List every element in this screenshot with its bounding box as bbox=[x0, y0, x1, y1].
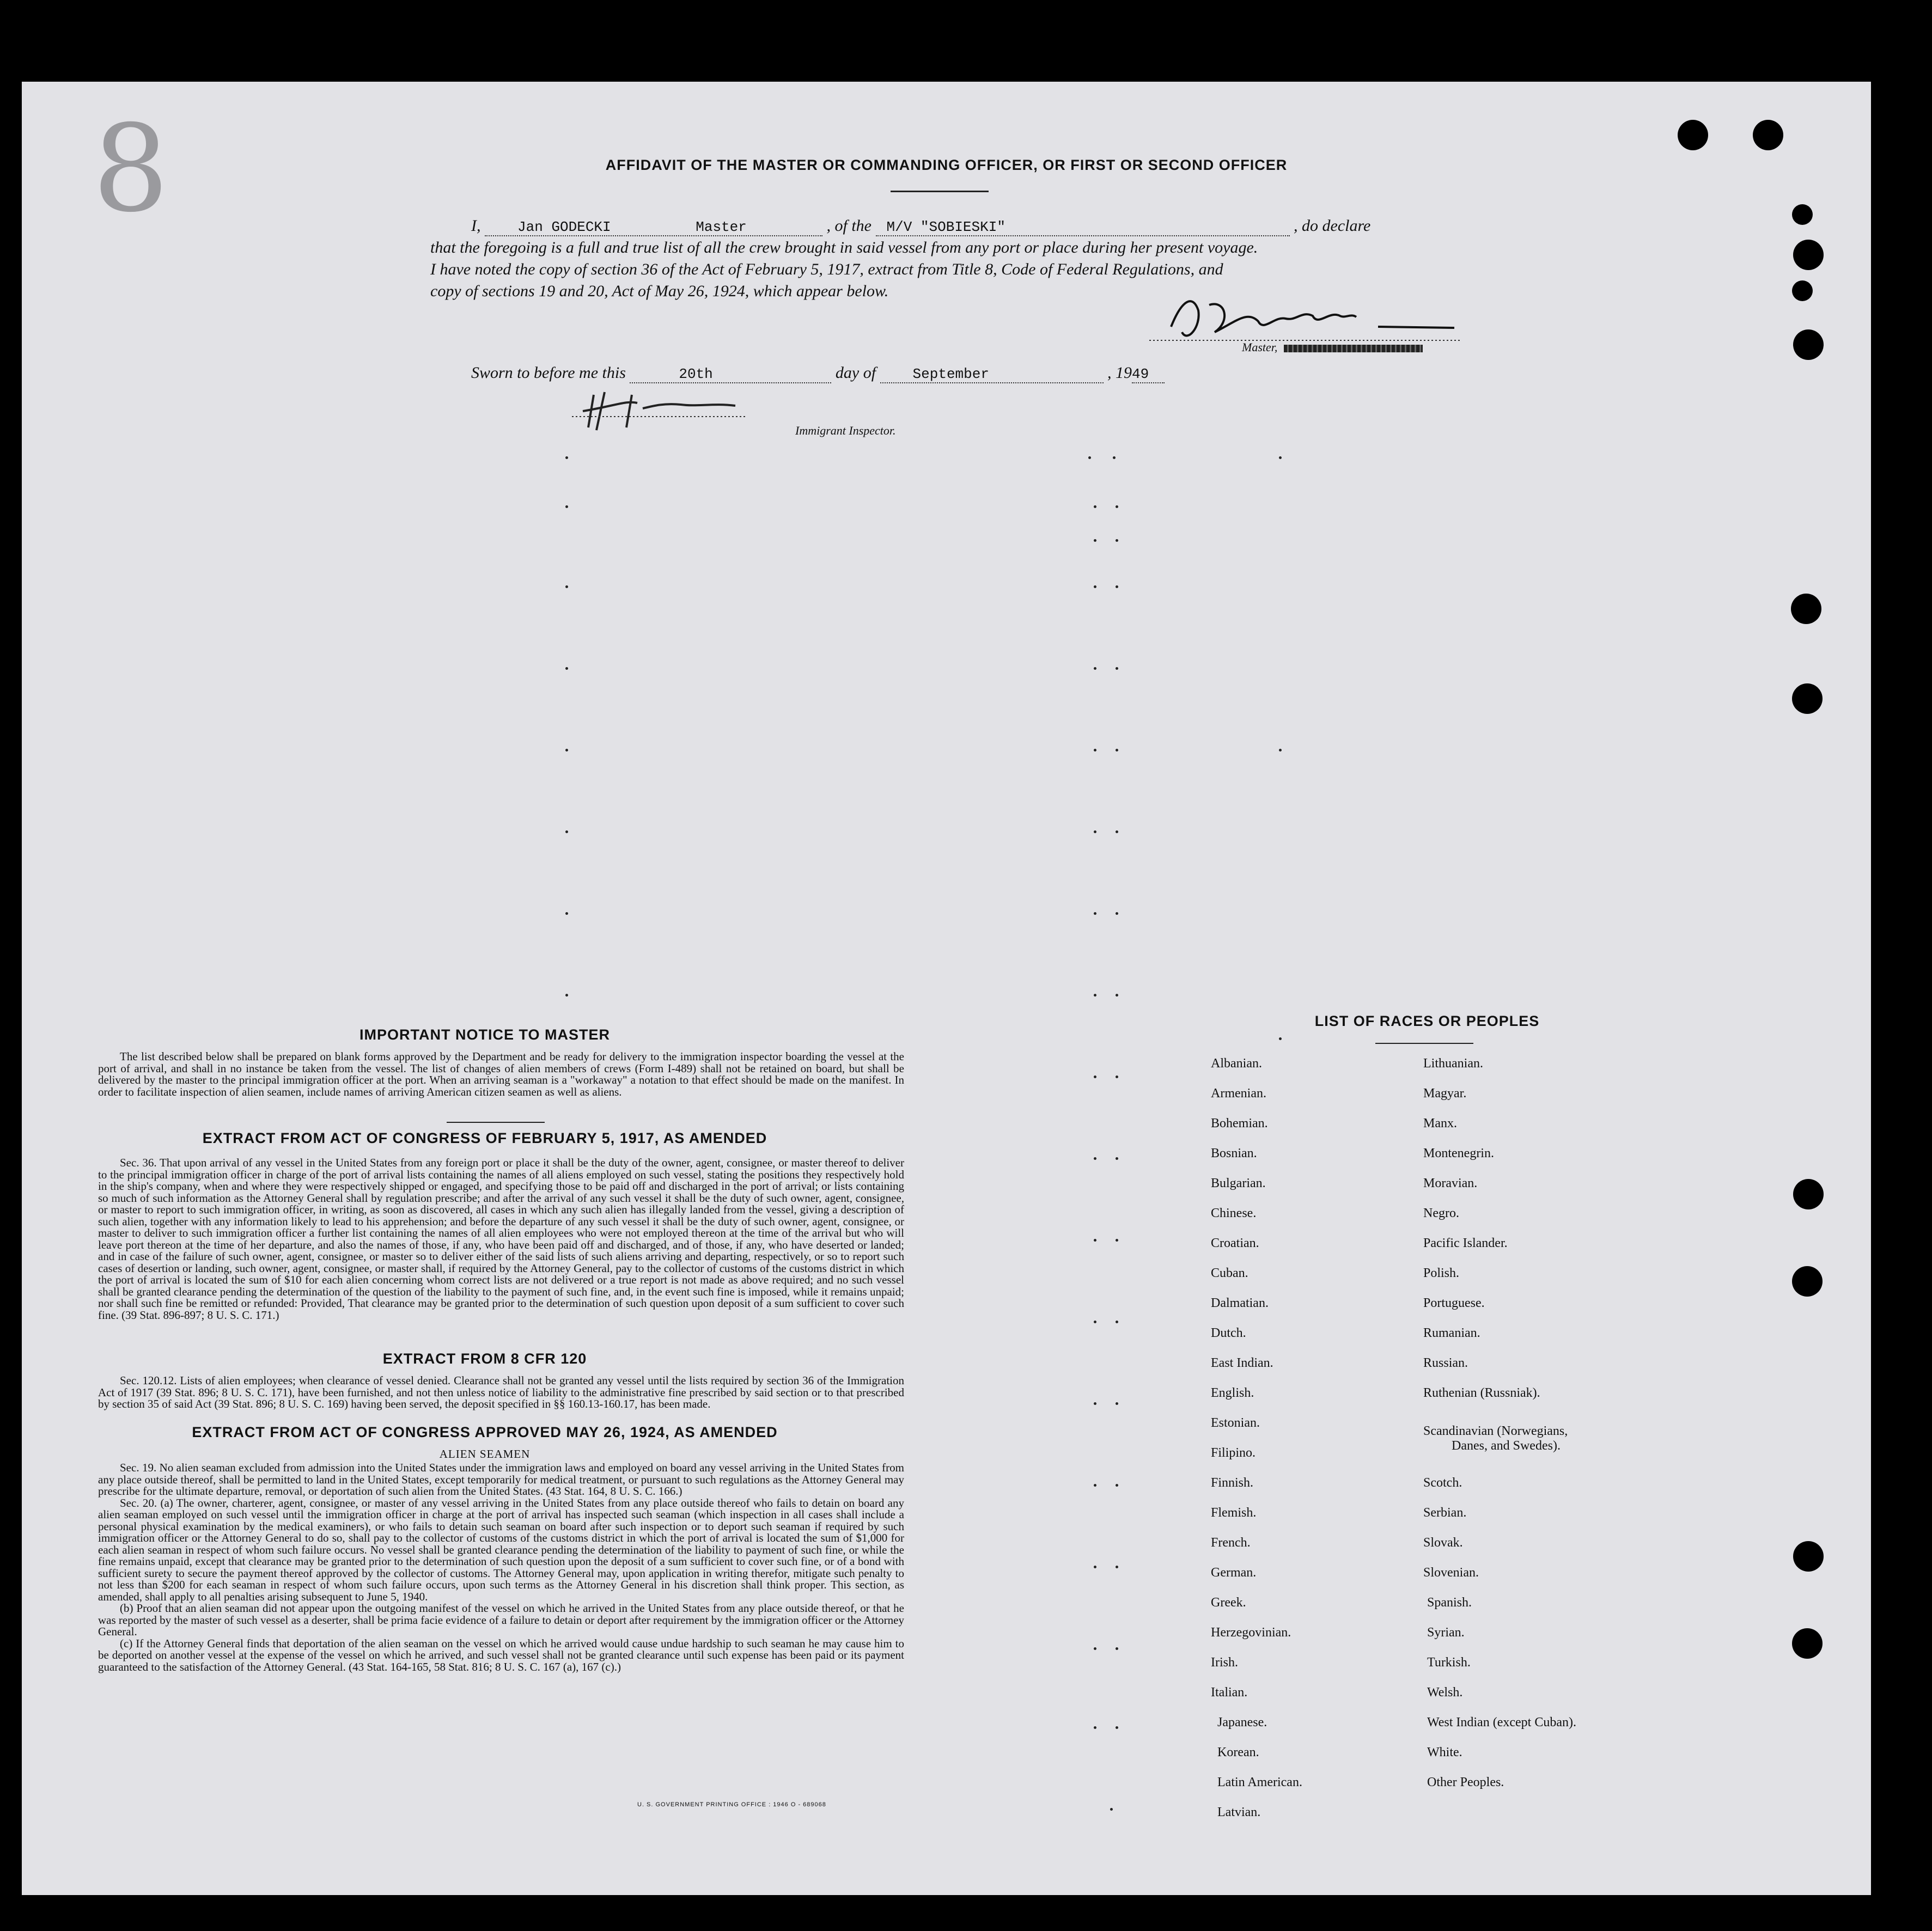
sworn-year: 49 bbox=[1132, 366, 1165, 383]
race-item: Bosnian. bbox=[1211, 1146, 1257, 1160]
races-title: LIST OF RACES OR PEOPLES bbox=[1314, 1013, 1540, 1029]
column-dot bbox=[1116, 1484, 1118, 1487]
column-dot bbox=[1088, 456, 1091, 459]
column-dot bbox=[1116, 1726, 1118, 1729]
column-dot bbox=[1094, 1402, 1096, 1405]
section-19-paragraph: Sec. 19. No alien seaman excluded from admission into the United States under the immigration laws and employed on board any vessel arriving in the United States from any place outside thereof, shall be permitted to land in the United States, except temporarily for medical treatment, or pursuant to such regulations as the Attorney General may prescribe for the ultimate departure, removal, or deportation of such alien from the United States. (43 Stat. 164, 8 U. S. C. 166.) bbox=[98, 1461, 904, 1498]
master-label-text: Master, bbox=[1242, 340, 1278, 354]
column-dot bbox=[565, 585, 568, 588]
race-item: Finnish. bbox=[1211, 1476, 1254, 1490]
column-dot bbox=[1279, 456, 1282, 459]
extract-1917-title: EXTRACT FROM ACT OF CONGRESS OF FEBRUARY 5, 1917, AS AMENDED bbox=[202, 1130, 767, 1146]
column-dot bbox=[1110, 1808, 1113, 1811]
punch-hole bbox=[1792, 1628, 1823, 1659]
race-item: Scotch. bbox=[1423, 1476, 1462, 1490]
column-dot bbox=[1094, 1566, 1096, 1568]
punch-hole bbox=[1792, 1266, 1823, 1297]
do-declare-text: , do declare bbox=[1294, 217, 1371, 235]
race-item: Latin American. bbox=[1217, 1775, 1302, 1789]
column-dot bbox=[565, 667, 568, 670]
race-item: French. bbox=[1211, 1536, 1251, 1550]
column-dot bbox=[1116, 1647, 1118, 1650]
column-dot bbox=[1116, 539, 1118, 542]
column-dot bbox=[1094, 1239, 1096, 1242]
column-dot bbox=[1116, 1321, 1118, 1323]
column-dot bbox=[1116, 585, 1118, 588]
punch-hole bbox=[1792, 280, 1813, 301]
column-dot bbox=[1094, 1647, 1096, 1650]
master-signature bbox=[1149, 289, 1465, 349]
inspector-label: Immigrant Inspector. bbox=[795, 424, 896, 437]
race-item: Bohemian. bbox=[1211, 1116, 1268, 1131]
column-dot bbox=[1116, 667, 1118, 670]
affidavit-title: AFFIDAVIT OF THE MASTER OR COMMANDING OFFICER, OR FIRST OR SECOND OFFICER bbox=[605, 157, 1288, 173]
column-dot bbox=[1094, 912, 1096, 915]
race-item: Moravian. bbox=[1423, 1176, 1478, 1190]
race-item: Estonian. bbox=[1211, 1416, 1260, 1430]
column-dot bbox=[1116, 1157, 1118, 1160]
punch-hole bbox=[1793, 240, 1824, 270]
column-dot bbox=[1116, 749, 1118, 751]
extract-cfr-title: EXTRACT FROM 8 CFR 120 bbox=[382, 1351, 587, 1367]
column-dot bbox=[1094, 585, 1096, 588]
notice-text bbox=[98, 1051, 904, 1098]
race-item: Herzegovinian. bbox=[1211, 1626, 1291, 1640]
extract-cfr-text bbox=[98, 1375, 904, 1410]
master-rank: Master bbox=[696, 219, 747, 235]
section-20a-paragraph: Sec. 20. (a) The owner, charterer, agent, consignee, or master of any vessel arriving in the United States from any place outside thereof who fails to detain on board any alien seaman employed on such vessel until the immigration officer in charge at the port of arrival has inspected such seaman (which inspection in all cases shall include a personal physical examination by the medical examiners), or who fails to detain such seaman on board after such inspection or to deport such seaman if required by such immigration officer or the Attorney General to do so, shall pay to the collector of customs of the customs district in which the port of arrival is located the sum of $1,000 for each alien seaman in respect of whom such failure occurs. No vessel shall be granted clearance pending the determination of the liability to payment of such fine, or while the fine remains unpaid, except that clearance may be granted prior to the determination of such question upon the deposit of a sum sufficient to cover such fine, or of a bond with sufficient surety to secure the payment thereof approved by the collector of customs. The Attorney General may, upon application in writing therefor, mitigate such penalty to not less than $200 for each seaman in respect of whom such failure occurs, upon such terms as the Attorney General in his discretion shall think proper. This section, as amended, shall apply to all penalties arising subsequent to June 5, 1940. bbox=[98, 1496, 904, 1603]
race-item: West Indian (except Cuban). bbox=[1427, 1715, 1576, 1730]
race-item: Dalmatian. bbox=[1211, 1296, 1269, 1310]
race-item: Ruthenian (Russniak). bbox=[1423, 1386, 1540, 1400]
punch-hole bbox=[1793, 1179, 1824, 1209]
race-item: Pacific Islander. bbox=[1423, 1236, 1508, 1250]
column-dot bbox=[1094, 539, 1096, 542]
column-dot bbox=[1094, 749, 1096, 751]
column-dot bbox=[1113, 456, 1116, 459]
column-dot bbox=[1279, 749, 1282, 751]
document-page bbox=[22, 82, 1871, 1895]
race-item: Croatian. bbox=[1211, 1236, 1259, 1250]
punch-hole bbox=[1792, 204, 1813, 225]
column-dot bbox=[1094, 505, 1096, 508]
column-dot bbox=[1094, 1484, 1096, 1487]
of-the-text: , of the bbox=[826, 217, 871, 235]
column-dot bbox=[1094, 1076, 1096, 1078]
column-dot bbox=[565, 456, 568, 459]
master-name-value: Jan GODECKI bbox=[517, 219, 611, 235]
race-item: Montenegrin. bbox=[1423, 1146, 1494, 1160]
extract-1917-text bbox=[98, 1157, 904, 1321]
column-dot bbox=[1094, 1321, 1096, 1323]
column-dot bbox=[565, 830, 568, 833]
notice-title: IMPORTANT NOTICE TO MASTER bbox=[359, 1026, 610, 1043]
master-label bbox=[1242, 340, 1423, 355]
race-item: Polish. bbox=[1423, 1266, 1460, 1280]
race-item: Slovak. bbox=[1423, 1536, 1463, 1550]
section-rule bbox=[447, 1122, 545, 1123]
column-dot bbox=[1094, 667, 1096, 670]
struck-text bbox=[1284, 345, 1423, 352]
race-item: Japanese. bbox=[1217, 1715, 1267, 1730]
column-dot bbox=[1094, 1157, 1096, 1160]
race-item: Portuguese. bbox=[1423, 1296, 1485, 1310]
column-dot bbox=[1116, 830, 1118, 833]
column-dot bbox=[1116, 1566, 1118, 1568]
section-120-paragraph: Sec. 120.12. Lists of alien employees; when clearance of vessel denied. Clearance shall not be granted any vessel until the lists required by section 36 of the Immigration Act of 1917 (39 Stat. 896; 8 U. S. C. 171), have been furnished, and not then unless notice of liability to the administrative fine prescribed by said section or to that prescribed by section 35 of said Act (39 Stat. 896; 8 U. S. C. 169) having been served, the deposit specified in §§ 160.13-160.17, has been made. bbox=[98, 1374, 904, 1410]
race-item: Bulgarian. bbox=[1211, 1176, 1266, 1190]
day-of-text: day of bbox=[835, 364, 876, 382]
race-item: Turkish. bbox=[1427, 1655, 1471, 1670]
race-item: Slovenian. bbox=[1423, 1566, 1479, 1580]
race-item: Negro. bbox=[1423, 1206, 1459, 1220]
column-dot bbox=[1116, 912, 1118, 915]
master-name bbox=[485, 219, 822, 236]
punch-hole bbox=[1792, 683, 1823, 714]
race-item: Greek. bbox=[1211, 1596, 1246, 1610]
year-prefix: , 19 bbox=[1107, 364, 1132, 382]
title-rule bbox=[891, 191, 989, 192]
affidavit-line-2: that the foregoing is a full and true list of all the crew brought in said vessel from any port or place during her present voyage. bbox=[430, 239, 1258, 256]
sworn-line bbox=[471, 364, 1165, 383]
race-item: Korean. bbox=[1217, 1745, 1259, 1759]
section-36-paragraph: Sec. 36. That upon arrival of any vessel in the United States from any foreign port or place it shall be the duty of the owner, agent, consignee, or master thereof to deliver to the principal immigration officer in charge of the port of arrival lists containing the names of all aliens employed on such vessel, stating the positions they respectively hold in the ship's company, when and where they were respectively shipped or engaged, and specifying those to be paid off and discharged in the port of arrival; or lists containing so much of such information as the Attorney General shall by regulation prescribe; and after the arrival of any such vessel it shall be the duty of such owner, agent, consignee, or master to report to such immigration officer, in writing, as soon as discovered, all cases in which any such alien has illegally landed from the vessel, giving a description of such alien, together with any information likely to lead to his apprehension; and before the departure of any such vessel it shall be the duty of such owner, agent, consignee, or master to deliver to such immigration officer a further list containing the names of all alien employees who were not employed thereon at the time of the arrival but who will leave port thereon at the time of her departure, and also the names of those, if any, who have been paid off and discharged, and of those, if any, who have deserted or landed; and in case of the failure of such owner, agent, consignee, or master so to deliver either of the said lists of such aliens arriving and departing, respectively, or so to report such cases of desertion or landing, such owner, agent, consignee, or master shall, if required by the Attorney General, pay to the collector of customs of the customs district in which the port of arrival is located the sum of $10 for each alien concerning whom correct lists are not delivered or a true report is not made as above required; and no such vessel shall be granted clearance pending the determination of the question of the liability to the payment of such fine, and, in the event such fine is imposed, while it remains unpaid; nor shall such fine be remitted or refunded: Provided, That clearance may be granted prior to the determination of such question upon deposit of a sum sufficient to cover such fine. (39 Stat. 896-897; 8 U. S. C. 171.) bbox=[98, 1156, 904, 1322]
column-dot bbox=[1116, 1239, 1118, 1242]
race-item: Dutch. bbox=[1211, 1326, 1246, 1340]
race-item: Lithuanian. bbox=[1423, 1056, 1483, 1071]
race-item: East Indian. bbox=[1211, 1356, 1273, 1370]
sworn-day: 20th bbox=[630, 366, 831, 383]
race-item: Albanian. bbox=[1211, 1056, 1262, 1071]
affidavit-line-1 bbox=[471, 217, 1479, 239]
punch-hole bbox=[1753, 120, 1783, 150]
race-item: Cuban. bbox=[1211, 1266, 1248, 1280]
punch-hole bbox=[1678, 120, 1708, 150]
race-item: Magyar. bbox=[1423, 1086, 1467, 1101]
race-item: White. bbox=[1427, 1745, 1462, 1759]
race-item: Irish. bbox=[1211, 1655, 1238, 1670]
column-dot bbox=[1094, 830, 1096, 833]
extract-1924-text bbox=[98, 1462, 904, 1673]
column-dot bbox=[1279, 1037, 1282, 1040]
punch-hole bbox=[1791, 594, 1821, 624]
notice-paragraph: The list described below shall be prepared on blank forms approved by the Department and be ready for delivery to the immigration inspector boarding the vessel at the port of arrival, and shall in no instance be taken from the vessel. The list of changes of alien members of crews (Form I-489) shall not be retained on board, but shall be delivered by the master to the principal immigration officer at the port. When an arriving seaman is a "workaway" a notation to that effect should be made on the manifest. In order to facilitate inspection of alien seamen, include names of arriving American citizen seamen as well as aliens. bbox=[98, 1050, 904, 1098]
sworn-month: September bbox=[880, 366, 1104, 383]
column-dot bbox=[565, 994, 568, 997]
section-20b-paragraph: (b) Proof that an alien seaman did not appear upon the outgoing manifest of the vessel on which he arrived in the United States from any place outside thereof, or that he was reported by the master of such vessel as a deserter, shall be prima facie evidence of a failure to detain or deport after requirement by the immigration officer or the Attorney General. bbox=[98, 1602, 904, 1638]
race-item: Serbian. bbox=[1423, 1506, 1467, 1520]
race-item: Danes, and Swedes). bbox=[1452, 1439, 1561, 1453]
column-dot bbox=[1094, 1726, 1096, 1729]
race-item: Chinese. bbox=[1211, 1206, 1257, 1220]
race-item: German. bbox=[1211, 1566, 1257, 1580]
affidavit-line-3: I have noted the copy of section 36 of the Act of February 5, 1917, extract from Title 8, Code of Federal Regulations, and bbox=[430, 260, 1223, 278]
race-item: Flemish. bbox=[1211, 1506, 1257, 1520]
column-dot bbox=[1116, 994, 1118, 997]
section-20c-paragraph: (c) If the Attorney General finds that deportation of the alien seaman on the vessel on which he arrived would cause undue hardship to such seaman he may cause him to be deported on another vessel at the expense of the vessel on which he arrived, and such vessel shall not be granted clearance until such expense has been paid or its payment guaranteed to the satisfaction of the Attorney General. (43 Stat. 164-165, 58 Stat. 816; 8 U. S. C. 167 (a), 167 (c).) bbox=[98, 1636, 904, 1673]
race-item: English. bbox=[1211, 1386, 1254, 1400]
affidavit-line-4: copy of sections 19 and 20, Act of May 26, 1924, which appear below. bbox=[430, 282, 889, 300]
race-item: Scandinavian (Norwegians, bbox=[1423, 1424, 1568, 1438]
pronoun: I, bbox=[471, 217, 481, 235]
race-item: Italian. bbox=[1211, 1685, 1248, 1700]
column-dot bbox=[1116, 1076, 1118, 1078]
column-dot bbox=[565, 749, 568, 751]
vessel-name: M/V "SOBIESKI" bbox=[876, 219, 1290, 236]
race-item: Armenian. bbox=[1211, 1086, 1266, 1101]
race-item: Spanish. bbox=[1427, 1596, 1472, 1610]
sworn-label: Sworn to before me this bbox=[471, 364, 626, 382]
race-item: Russian. bbox=[1423, 1356, 1468, 1370]
column-dot bbox=[565, 505, 568, 508]
race-item: Welsh. bbox=[1427, 1685, 1463, 1700]
race-item: Syrian. bbox=[1427, 1626, 1465, 1640]
race-item: Rumanian. bbox=[1423, 1326, 1480, 1340]
column-dot bbox=[565, 912, 568, 915]
race-item: Latvian. bbox=[1217, 1805, 1261, 1819]
punch-hole bbox=[1793, 329, 1824, 360]
column-dot bbox=[1116, 505, 1118, 508]
column-dot bbox=[1116, 1402, 1118, 1405]
race-item: Manx. bbox=[1423, 1116, 1457, 1131]
races-rule bbox=[1375, 1043, 1473, 1044]
margin-pencil-mark: 8 bbox=[93, 99, 169, 239]
race-item: Other Peoples. bbox=[1427, 1775, 1504, 1789]
printing-office-imprint: U. S. GOVERNMENT PRINTING OFFICE : 1946 O - 689068 bbox=[637, 1801, 826, 1808]
race-item: Filipino. bbox=[1211, 1446, 1256, 1460]
punch-hole bbox=[1793, 1541, 1824, 1572]
inspector-signature bbox=[572, 384, 790, 433]
alien-seamen-subtitle: ALIEN SEAMEN bbox=[439, 1447, 531, 1461]
extract-1924-title: EXTRACT FROM ACT OF CONGRESS APPROVED MAY 26, 1924, AS AMENDED bbox=[192, 1424, 778, 1440]
column-dot bbox=[1094, 994, 1096, 997]
